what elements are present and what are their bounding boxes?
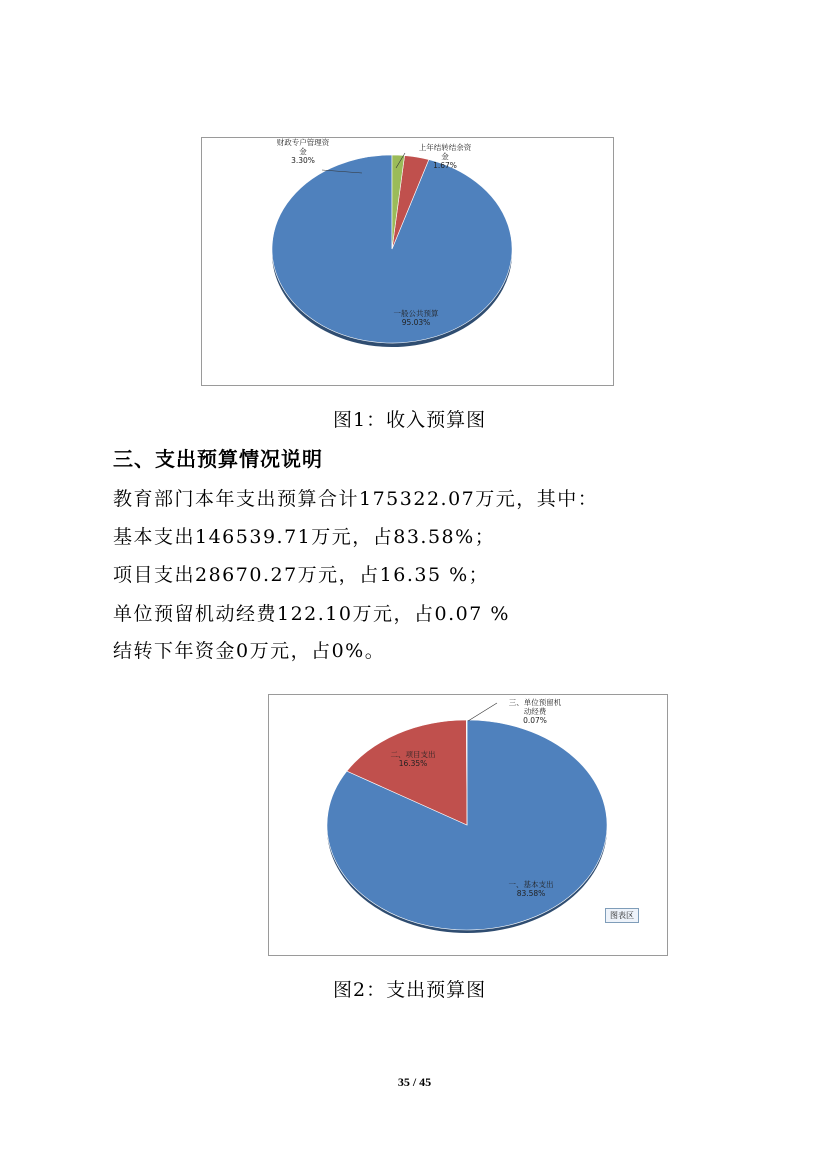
income-budget-pie: [202, 138, 613, 385]
slice-label-2: 财政专户管理资金 3.30%: [276, 138, 330, 165]
section-heading: 三、支出预算情况说明: [113, 447, 323, 471]
slice-label-1: 一般公共预算 95.03%: [393, 309, 439, 327]
paragraph-carryover: 结转下年资金0万元，占0%。: [113, 640, 386, 662]
paragraph-total: 教育部门本年支出预算合计175322.07万元，其中：: [113, 488, 599, 510]
paragraph-basic: 基本支出146539.71万元，占83.58%；: [113, 526, 496, 548]
income-budget-chart: [201, 137, 614, 386]
slice-label-1: 一、基本支出 83.58%: [508, 880, 554, 898]
chart-area-tag: 图表区: [605, 908, 639, 923]
paragraph-reserve: 单位预留机动经费122.10万元，占0.07 %: [113, 603, 510, 625]
slice-label-3: 上年结转结余资金 1.67%: [418, 143, 472, 170]
figure-2-caption: 图2：支出预算图: [333, 979, 487, 1001]
slice-label-3: 三、单位预留机动经费 0.07%: [508, 698, 562, 725]
expenditure-budget-chart: [268, 694, 668, 956]
paragraph-project: 项目支出28670.27万元，占16.35 %；: [113, 564, 490, 586]
slice-label-2: 二、项目支出 16.35%: [390, 750, 436, 768]
leader-line-3: [468, 703, 497, 721]
page-number: 35 / 45: [397, 1075, 432, 1089]
figure-1-caption: 图1：收入预算图: [333, 409, 487, 431]
